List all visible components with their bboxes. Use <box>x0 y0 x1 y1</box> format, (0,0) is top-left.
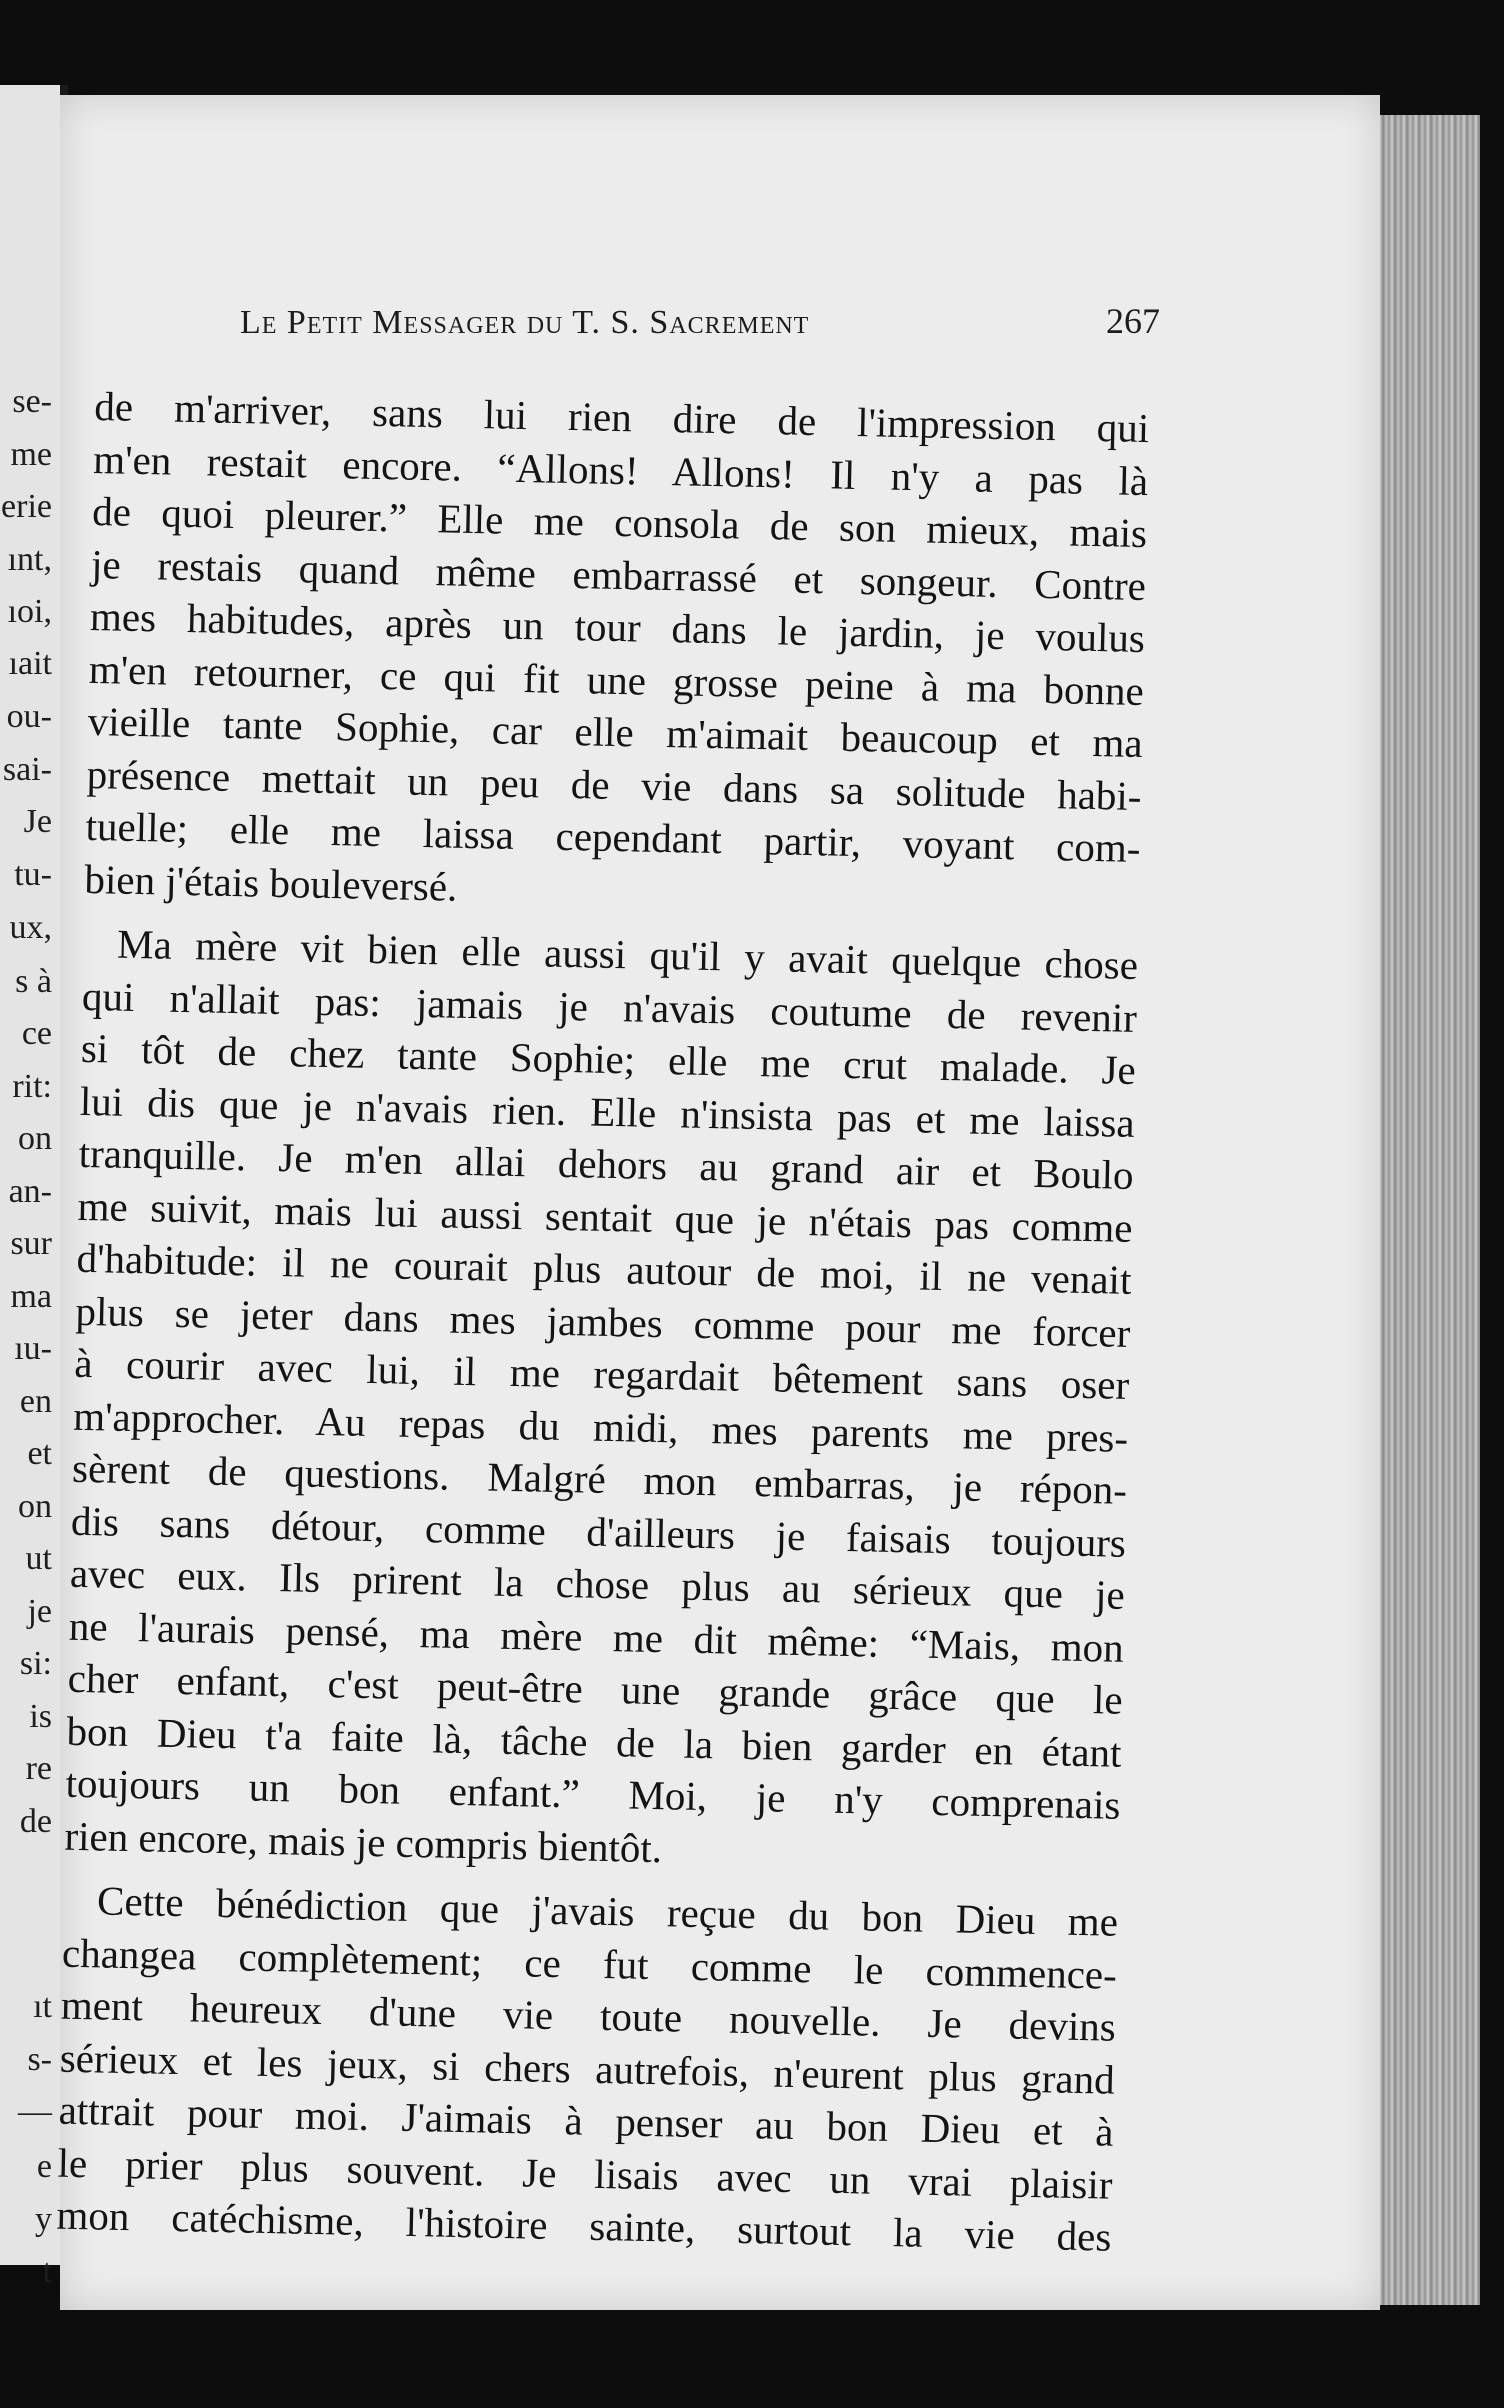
left-page-fragment: an- <box>8 1173 52 1210</box>
text-line: plus se jeter dans mes jambes comme pour me forcer <box>75 1287 1131 1356</box>
left-page-fragment: e <box>36 2148 52 2185</box>
text-line: mon catéchisme, l'histoire sainte, surtout la vie des <box>56 2191 1112 2260</box>
left-page-fragment: sai- <box>2 751 52 788</box>
left-page-fragment: re <box>25 1750 52 1787</box>
left-page-fragment: ut <box>25 1540 52 1577</box>
left-page-fragment: de <box>19 1803 52 1840</box>
text-line: cher enfant, c'est peut-être une grande grâce que le <box>67 1654 1124 1723</box>
left-page-fragment: ce <box>21 1015 52 1052</box>
left-page-fragment: je <box>27 1593 52 1630</box>
left-page-fragment: si: <box>19 1645 52 1682</box>
left-page-fragment: Je <box>23 803 52 840</box>
left-page-fragment: on <box>18 1120 52 1157</box>
text-line: Ma mère vit bien elle aussi qu'il y avait quelque chose <box>116 920 1139 988</box>
text-line: ment heureux d'une vie toute nouvelle. Je devins <box>60 1981 1117 2050</box>
text-line: de quoi pleurer.” Elle me consola de son mieux, mais <box>91 487 1148 557</box>
left-page-fragment: sur <box>10 1225 52 1262</box>
paragraph <box>64 917 1139 1884</box>
left-page-fragment: — <box>18 2093 52 2130</box>
left-page-fragment: ınt, <box>7 541 52 578</box>
text-line: m'en restait encore. “Allons! Allons! Il n'y a pas là <box>92 435 1149 504</box>
paragraph <box>84 380 1150 927</box>
text-line: m'en retourner, ce qui fit une grosse peine à ma bonne <box>88 645 1145 714</box>
left-page-fragment: ıt <box>33 1988 52 2025</box>
text-line: sérieux et les jeux, si chers autrefois, n'eurent plus grand <box>59 2034 1116 2103</box>
body-text <box>56 380 1150 2263</box>
left-page-fragment: ou- <box>6 698 52 735</box>
text-line: avec eux. Ils prirent la chose plus au sérieux que je <box>69 1549 1126 1618</box>
text-line: je restais quand même embarrassé et songeur. Contre <box>90 540 1147 609</box>
text-line: de m'arriver, sans lui rien dire de l'impression qui <box>93 382 1150 452</box>
text-line: si tôt de chez tante Sophie; elle me crut malade. Je <box>80 1024 1137 1093</box>
text-line: tranquille. Je m'en allai dehors au grand air et Boulo <box>78 1129 1135 1198</box>
left-page-fragment: ma <box>10 1278 52 1315</box>
text-line: d'habitude: il ne courait plus autour de moi, il ne venait <box>76 1234 1132 1303</box>
left-page-edge <box>0 85 68 2290</box>
text-line: à courir avec lui, il me regardait bêtement sans oser <box>73 1339 1130 1408</box>
running-head: Le Petit Messager du T. S. Sacrement <box>240 304 810 341</box>
text-line: dis sans détour, comme d'ailleurs je faisais toujours <box>70 1497 1127 1566</box>
text-line: Cette bénédiction que j'avais reçue du bon Dieu me <box>96 1877 1119 1945</box>
left-page-fragment: ıu- <box>14 1330 52 1367</box>
left-page-fragment: s- <box>27 2041 52 2078</box>
page-number: 267 <box>1106 301 1160 341</box>
left-page-fragment: tu- <box>14 856 52 893</box>
left-page-fragment: et <box>27 1435 52 1472</box>
left-page-fragment: is <box>29 1698 52 1735</box>
text-line: sèrent de questions. Malgré mon embarras, je répon- <box>71 1444 1128 1513</box>
text-line: lui dis que je n'avais rien. Elle n'insista pas et me laissa <box>79 1077 1136 1146</box>
left-page-fragment: rit: <box>12 1068 52 1105</box>
page-header <box>240 300 1160 342</box>
left-page-fragment: y <box>35 2201 52 2238</box>
left-page-fragment: on <box>18 1488 52 1525</box>
text-line: qui n'allait pas: jamais je n'avais coutume de revenir <box>81 972 1138 1041</box>
text-line: tuelle; elle me laissa cependant partir, voyant com- <box>85 802 1141 871</box>
left-page-fragment: t <box>42 2253 52 2290</box>
left-page-fragment: ıait <box>8 645 52 682</box>
left-page-fragment: ux, <box>9 909 52 946</box>
text-line: mes habitudes, après un tour dans le jardin, je voulus <box>89 592 1146 662</box>
text-line: toujours un bon enfant.” Moi, je n'y comprenais <box>65 1759 1121 1828</box>
left-page-fragment: me <box>10 436 52 473</box>
left-page-fragment: en <box>19 1383 52 1420</box>
left-page-fragment: s à <box>15 963 52 1000</box>
text-line: attrait pour moi. J'aimais à penser au bon Dieu et à <box>58 2086 1115 2155</box>
text-line: présence mettait un peu de vie dans sa solitude habi- <box>86 750 1143 819</box>
text-line: le prier plus souvent. Je lisais avec un vrai plaisir <box>57 2139 1113 2208</box>
text-line: ne l'aurais pensé, ma mère me dit même: “Mais, mon <box>68 1602 1125 1671</box>
text-line: vieille tante Sophie, car elle m'aimait beaucoup et ma <box>87 697 1144 767</box>
left-page-fragment: erie <box>1 488 52 525</box>
text-line: bien j'étais bouleversé. <box>84 855 458 910</box>
left-page-fragment: se- <box>12 383 52 420</box>
text-line: m'approcher. Au repas du midi, mes parents me pres- <box>72 1392 1129 1461</box>
paragraph <box>56 1874 1118 2264</box>
left-page-fragment: ıoi, <box>7 593 52 630</box>
text-line: changea complètement; ce fut comme le commence- <box>61 1929 1118 1998</box>
text-line: rien encore, mais je compris bientôt. <box>64 1812 663 1871</box>
text-line: bon Dieu t'a faite là, tâche de la bien garder en étant <box>66 1707 1122 1776</box>
text-line: me suivit, mais lui aussi sentait que je n'étais pas comme <box>77 1182 1133 1251</box>
